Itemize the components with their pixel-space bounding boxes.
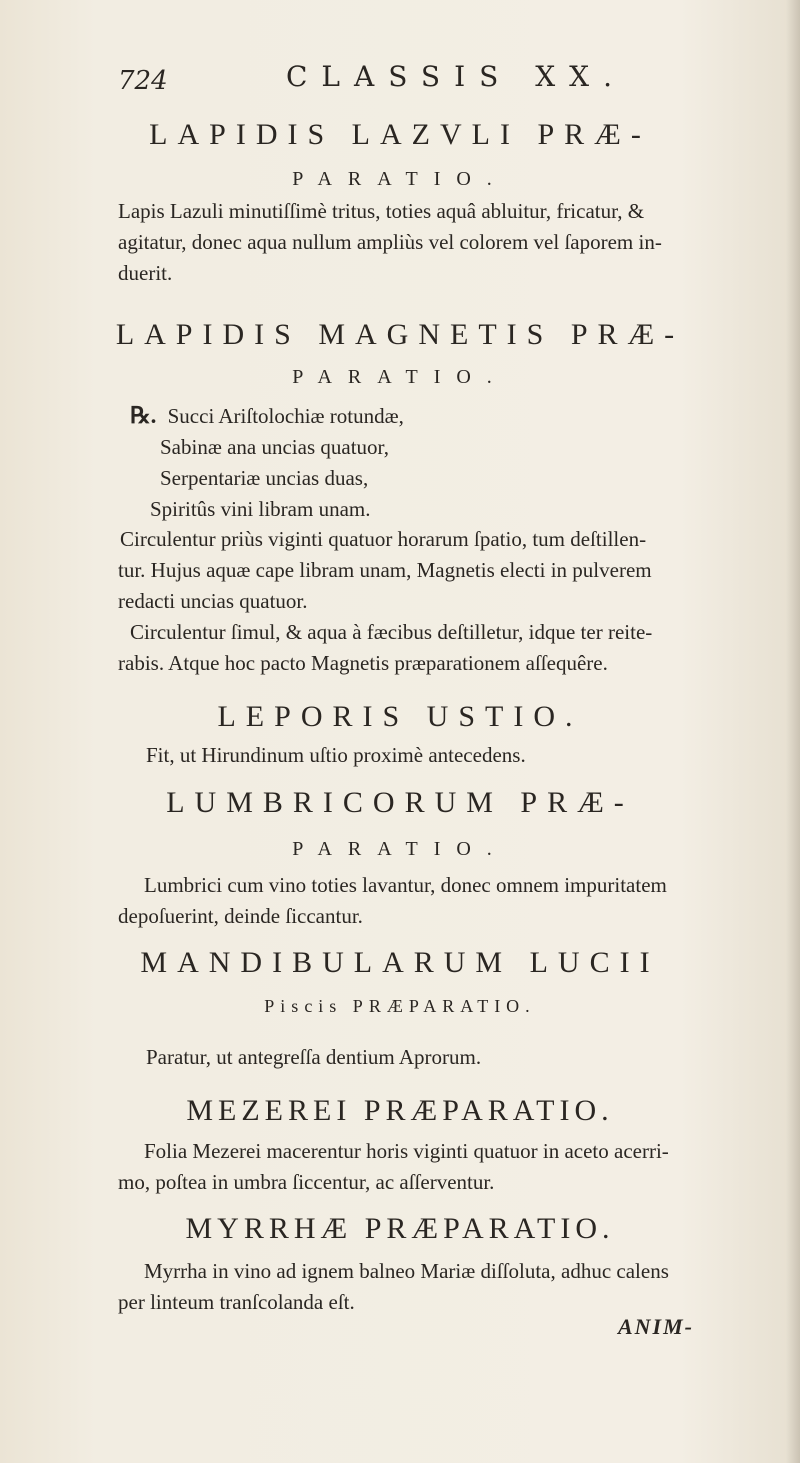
text-line: Circulentur priùs viginti quatuor horarum ſpatio, tum deſtillen- [120, 527, 647, 551]
recipe [130, 400, 690, 525]
text-line: mo, poſtea in umbra ſiccentur, ac aſſerventur. [118, 1170, 495, 1194]
paragraph [146, 1042, 706, 1073]
recipe-symbol: ℞. [130, 403, 157, 428]
paragraph [118, 524, 708, 679]
text-line: Lapis Lazuli minutiſſimè tritus, toties aquâ abluitur, fricatur, & [118, 199, 645, 223]
text-line: duerit. [118, 261, 173, 285]
recipe-line: Spiritûs vini libram unam. [150, 497, 371, 521]
section-title-myrrhae: MYRRHÆ PRÆPARATIO. [185, 1212, 615, 1245]
recipe-line [130, 400, 690, 432]
text-line: per linteum tranſcolanda eſt. [118, 1290, 355, 1314]
catchword: ANIM- [618, 1314, 695, 1339]
section-subtitle: PARATIO. [292, 168, 508, 190]
section-title-leporis-ustio: LEPORIS USTIO. [217, 700, 583, 733]
section-subtitle: PARATIO. [292, 366, 508, 388]
text-line: Myrrha in vino ad ignem balneo Mariæ diſſoluta, adhuc calens [144, 1259, 669, 1283]
page-number: 724 [118, 66, 168, 96]
paragraph [118, 870, 708, 932]
running-head [118, 60, 718, 100]
text-line: depoſuerint, deinde ſiccantur. [118, 904, 363, 928]
recipe-line: Serpentariæ uncias duas, [160, 466, 369, 490]
section-subtitle: Piscis PRÆPARATIO. [264, 996, 536, 1016]
text-line: redacti uncias quatuor. [118, 589, 308, 613]
section-subtitle: PARATIO. [292, 838, 508, 860]
section-title-lumbricorum: LUMBRICORUM PRÆ- [166, 786, 634, 819]
recipe-text: Succi Ariſtolochiæ rotundæ, [167, 404, 404, 428]
text-line: Lumbrici cum vino toties lavantur, donec omnem impuritatem [144, 873, 667, 897]
text-line: tur. Hujus aquæ cape libram unam, Magnetis electi in pulverem [118, 558, 652, 582]
section-heading: CLASSIS XX. [286, 60, 627, 93]
text-line: Folia Mezerei macerentur horis viginti quatuor in aceto acerri- [144, 1139, 669, 1163]
text-line: Circulentur ſimul, & aqua à fæcibus deſtilletur, idque ter reite- [130, 620, 653, 644]
recipe-line: Sabinæ ana uncias quatuor, [160, 435, 389, 459]
section-title-lapis-magnetis: LAPIDIS MAGNETIS PRÆ- [115, 318, 685, 351]
section-title-mezerei: MEZEREI PRÆPARATIO. [186, 1094, 614, 1127]
paragraph [146, 740, 706, 771]
paragraph [118, 196, 708, 289]
section-title-mandibularum: MANDIBULARUM LUCII [140, 946, 660, 979]
text-line: Paratur, ut antegreſſa dentium Aprorum. [146, 1045, 482, 1069]
section-title-lapis-lazuli: LAPIDIS LAZVLI PRÆ- [149, 118, 651, 151]
text-line: rabis. Atque hoc pacto Magnetis præparationem aſſequêre. [118, 651, 608, 675]
paragraph [118, 1256, 708, 1318]
text-line: Fit, ut Hirundinum uſtio proximè antecedens. [146, 743, 526, 767]
text-line: agitatur, donec aqua nullum ampliùs vel colorem vel ſaporem in- [118, 230, 662, 254]
paragraph [118, 1136, 708, 1198]
